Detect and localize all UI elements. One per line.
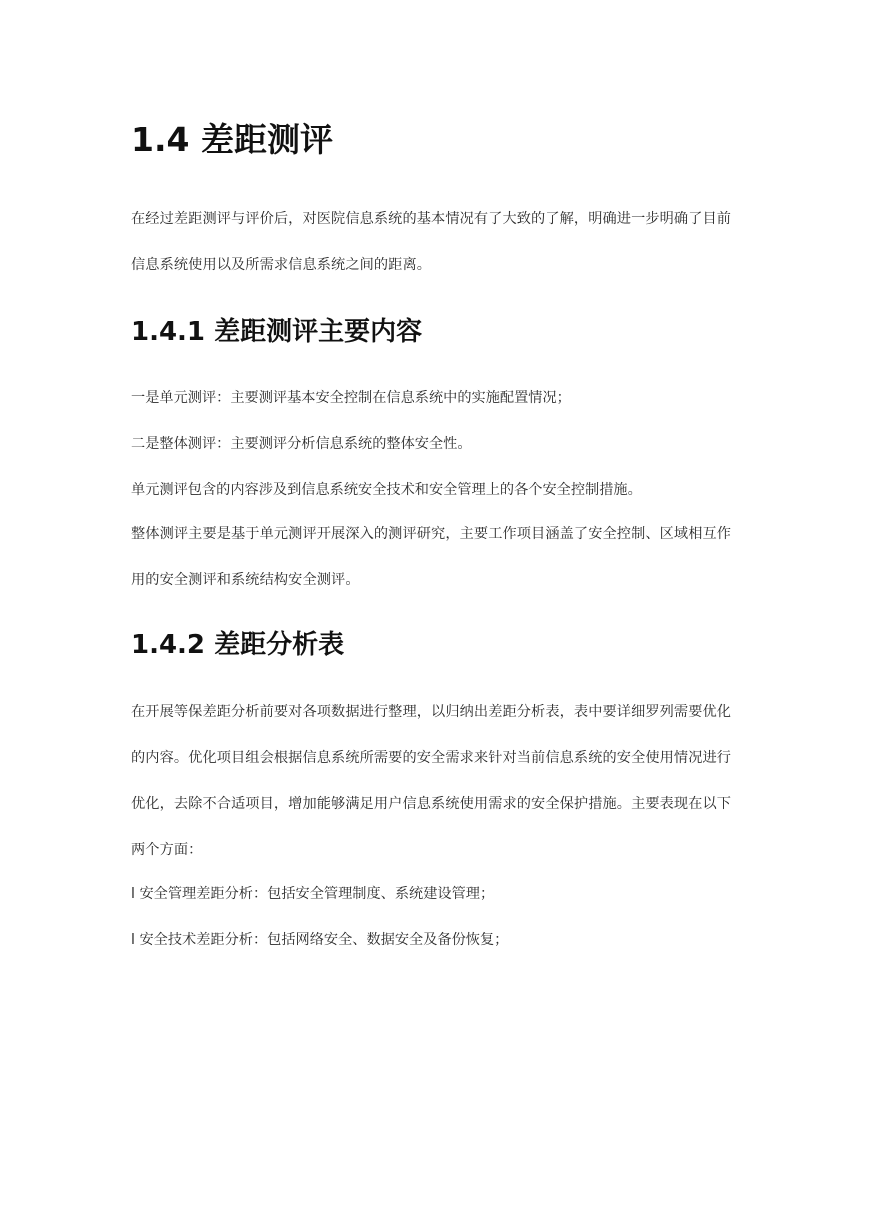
gap-analysis-paragraph: 在开展等保差距分析前要对各项数据进行整理，以归纳出差距分析表，表中要详细罗列需要优化的内容。优化项目组会根据信息系统所需要的安全需求来针对当前信息系统的安全使用情况进行优化，去除不合适项目，增加能够满足用户信息系统使用需求的安全保护措施。主要表现在以下两个方面：	[131, 704, 732, 858]
bullet-technical-gap: l 安全技术差距分析：包括网络安全、数据安全及备份恢复；	[131, 932, 509, 948]
subsection-heading-2: 1.4.2 差距分析表	[131, 630, 345, 660]
section-intro-paragraph: 在经过差距测评与评价后，对医院信息系统的基本情况有了大致的了解，明确进一步明确了目前信息系统使用以及所需求信息系统之间的距离。	[131, 211, 732, 273]
bullet-management-gap: l 安全管理差距分析：包括安全管理制度、系统建设管理；	[131, 886, 495, 902]
overall-evaluation-paragraph: 整体测评主要是基于单元测评开展深入的测评研究，主要工作项目涵盖了安全控制、区域相互作用的安全测评和系统结构安全测评。	[131, 526, 732, 588]
subsection-heading-1: 1.4.1 差距测评主要内容	[131, 317, 423, 347]
section-heading: 1.4 差距测评	[131, 120, 333, 159]
overall-evaluation-line: 二是整体测评：主要测评分析信息系统的整体安全性。	[131, 436, 472, 452]
unit-evaluation-line: 一是单元测评：主要测评基本安全控制在信息系统中的实施配置情况；	[131, 390, 571, 406]
unit-evaluation-scope-line: 单元测评包含的内容涉及到信息系统安全技术和安全管理上的各个安全控制措施。	[131, 482, 642, 498]
